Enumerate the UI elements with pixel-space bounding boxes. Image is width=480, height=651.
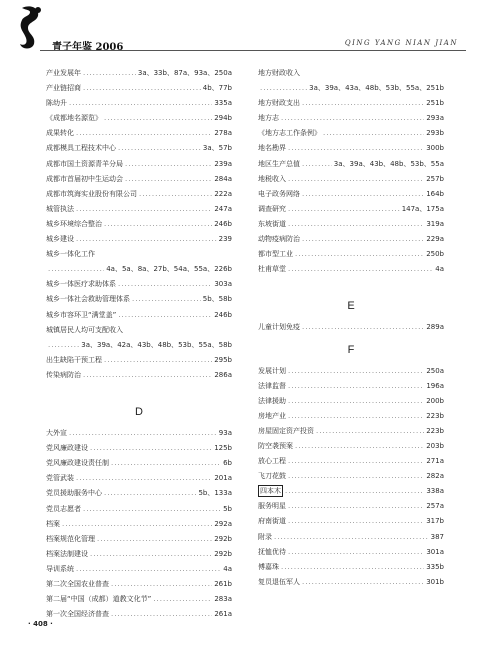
spacer xyxy=(46,383,232,398)
leader-dots xyxy=(83,81,201,96)
index-pages: 300b xyxy=(426,144,444,153)
leader-dots xyxy=(104,353,212,368)
leader-dots xyxy=(62,517,212,532)
index-entry xyxy=(258,247,444,262)
index-pages: 4a、5a、8a、27b、54a、55a、226b xyxy=(106,265,232,274)
index-entry xyxy=(258,454,444,469)
index-pages: 3a、39a、43a、48b、53b、55a、251b xyxy=(309,84,444,93)
index-entry xyxy=(258,379,444,394)
index-pages: 295b xyxy=(214,355,232,364)
leader-dots xyxy=(288,141,424,156)
index-entry xyxy=(46,292,232,307)
index-term: 成都模具工程技术中心 xyxy=(46,144,116,153)
index-pages: 5b xyxy=(223,504,232,513)
leader-dots xyxy=(288,499,424,514)
index-pages: 301b xyxy=(426,577,444,586)
index-entry-continuation xyxy=(258,81,444,96)
index-term: 档案规范化管理 xyxy=(46,534,95,543)
leader-dots xyxy=(118,277,212,292)
index-term: 地区生产总值 xyxy=(258,159,300,168)
leader-dots xyxy=(281,560,424,575)
index-pages: 289a xyxy=(426,323,444,332)
index-term: 城乡一体社会救助管理体系 xyxy=(46,295,130,304)
leader-dots xyxy=(302,575,424,590)
index-entry xyxy=(258,217,444,232)
yearbook-logo-icon xyxy=(16,4,46,52)
leader-dots xyxy=(76,126,212,141)
leader-dots xyxy=(69,96,212,111)
index-pages: 271a xyxy=(426,457,444,466)
index-entry xyxy=(258,202,444,217)
index-pages: 292b xyxy=(214,549,232,558)
section-letter-d: D xyxy=(135,406,143,419)
index-term: 党管武装 xyxy=(46,474,74,483)
index-pages: 3a、57b xyxy=(202,144,232,153)
leader-dots xyxy=(76,232,217,247)
index-term: 档案 xyxy=(46,519,60,528)
section-letter-f: F xyxy=(347,343,355,356)
index-pages: 3a、39a、42a、43b、48b、53b、55a、58b xyxy=(81,340,232,349)
leader-dots xyxy=(288,364,424,379)
index-pages: 284a xyxy=(214,174,232,183)
index-entry xyxy=(46,157,232,172)
index-entry xyxy=(46,353,232,368)
index-pages: 261a xyxy=(214,610,232,619)
index-entry xyxy=(46,456,232,471)
leader-dots xyxy=(288,545,424,560)
index-entry-continuation xyxy=(46,338,232,353)
leader-dots xyxy=(111,607,212,622)
index-column-left xyxy=(46,66,232,622)
index-entry-highlighted xyxy=(258,484,444,499)
index-term: 第一次全国经济普查 xyxy=(46,610,109,619)
index-entry xyxy=(46,81,232,96)
index-term: 出生缺陷干预工程 xyxy=(46,355,102,364)
index-pages: 222a xyxy=(214,189,232,198)
index-term: 房屋固定资产投资 xyxy=(258,426,314,435)
index-entry xyxy=(258,560,444,575)
index-entry xyxy=(258,262,444,277)
index-term: 大外宣 xyxy=(46,429,67,438)
index-term: 儿童计划免疫 xyxy=(258,323,300,332)
leader-dots xyxy=(285,484,424,499)
index-term: 电子政务网络 xyxy=(258,189,300,198)
index-term: 党风廉政建设 xyxy=(46,444,88,453)
index-entry xyxy=(46,607,232,622)
index-pages: 223b xyxy=(426,426,444,435)
index-term: 都市型工业 xyxy=(258,250,293,259)
index-term: 傅嘉珠 xyxy=(258,562,279,571)
leader-dots xyxy=(104,486,196,501)
index-pages: 3a、39a、43b、48b、53b、55a xyxy=(333,159,444,168)
index-entry xyxy=(46,277,232,292)
index-entry xyxy=(258,530,444,545)
index-entry xyxy=(46,426,232,441)
index-pages: 5b、58b xyxy=(202,295,232,304)
leader-dots xyxy=(83,502,221,517)
index-column-right xyxy=(258,66,444,590)
index-term: 调查研究 xyxy=(258,204,286,213)
index-term: 法律援助 xyxy=(258,396,286,405)
leader-dots xyxy=(153,592,212,607)
index-pages: 201a xyxy=(214,474,232,483)
index-term: 城乡一体医疗求助体系 xyxy=(46,280,116,289)
index-entry-continuation xyxy=(46,262,232,277)
leader-dots xyxy=(288,409,424,424)
index-entry xyxy=(258,364,444,379)
index-term: 传染病防治 xyxy=(46,370,81,379)
index-term: 第二届“中国（成都）道教文化节” xyxy=(46,595,152,604)
index-term: 产业发展年 xyxy=(46,69,81,77)
index-pages: 203b xyxy=(426,441,444,450)
index-term: 党风廉政建设责任制 xyxy=(46,459,109,468)
index-pages: 317b xyxy=(426,517,444,526)
index-entry xyxy=(258,320,444,335)
index-term: 导训系统 xyxy=(46,564,74,573)
index-pages: 294b xyxy=(214,114,232,123)
leader-dots xyxy=(295,247,424,262)
leader-dots xyxy=(288,469,424,484)
index-term: 东坡街道 xyxy=(258,219,286,228)
index-pages: 4a xyxy=(223,564,232,573)
index-term: 成都市首届初中生运动会 xyxy=(46,174,123,183)
index-term: 府南街道 xyxy=(258,517,286,526)
index-pages: 247a xyxy=(214,204,232,213)
index-pages: 261b xyxy=(214,580,232,588)
index-entry xyxy=(258,394,444,409)
index-term-heading: 城乡一体化工作 xyxy=(46,250,95,259)
index-pages: 147a、175a xyxy=(401,204,444,213)
index-entry xyxy=(258,439,444,454)
index-term: 成都市筑海实业股份有限公司 xyxy=(46,189,137,198)
leader-dots xyxy=(118,308,212,323)
leader-dots xyxy=(316,424,424,439)
index-pages: 5b、133a xyxy=(198,489,232,498)
index-entry xyxy=(46,441,232,456)
boxed-term: 四本木 xyxy=(260,487,281,496)
index-term-heading: 地方财政收入 xyxy=(258,69,300,77)
leader-dots xyxy=(288,172,424,187)
index-term: 党员援助服务中心 xyxy=(46,489,102,498)
index-pages: 250b xyxy=(426,250,444,259)
index-entry xyxy=(46,547,232,562)
spacer xyxy=(258,277,444,292)
leader-dots xyxy=(83,368,212,383)
page-number: · 408 · xyxy=(28,620,53,628)
index-term: 放心工程 xyxy=(258,457,286,466)
index-term: 城乡环境综合整治 xyxy=(46,219,102,228)
leader-dots xyxy=(260,81,307,96)
index-entry xyxy=(46,172,232,187)
leader-dots xyxy=(302,320,424,335)
index-entry xyxy=(46,577,232,592)
index-entry xyxy=(46,202,232,217)
index-pages: 200b xyxy=(426,396,444,405)
index-entry xyxy=(258,575,444,590)
leader-dots xyxy=(111,456,221,471)
index-entry xyxy=(46,217,232,232)
index-term: 第二次全国农业普查 xyxy=(46,580,109,588)
index-term: 防空袭预案 xyxy=(258,441,293,450)
index-term: 成果转化 xyxy=(46,129,74,138)
leader-dots xyxy=(323,126,424,141)
index-entry xyxy=(258,545,444,560)
index-term: 《成都地名源览》 xyxy=(46,114,102,123)
index-entry xyxy=(46,532,232,547)
index-pages: 3a、33b、87a、93a、250a xyxy=(137,69,232,77)
leader-dots xyxy=(69,426,217,441)
leader-dots xyxy=(288,379,424,394)
index-pages: 257b xyxy=(426,174,444,183)
index-pages: 4a xyxy=(435,265,444,274)
header-logo-text: 青子年鉴 2006 xyxy=(52,42,124,53)
index-entry xyxy=(46,66,232,81)
index-pages: 292b xyxy=(214,534,232,543)
index-entry xyxy=(46,141,232,156)
index-term: 服务明星 xyxy=(258,502,286,511)
leader-dots xyxy=(104,111,212,126)
header-rule xyxy=(40,50,466,51)
leader-dots xyxy=(48,338,79,353)
index-entry xyxy=(258,187,444,202)
index-term-heading: 城镇居民人均可支配收入 xyxy=(46,325,123,334)
index-pages: 164b xyxy=(426,189,444,198)
leader-dots xyxy=(90,441,212,456)
leader-dots xyxy=(76,471,212,486)
page-header xyxy=(0,0,480,58)
index-entry xyxy=(258,157,444,172)
index-pages: 282a xyxy=(426,472,444,481)
index-pages: 293a xyxy=(426,114,444,123)
index-entry xyxy=(46,562,232,577)
index-entry xyxy=(258,126,444,141)
leader-dots xyxy=(288,262,433,277)
leader-dots xyxy=(288,454,424,469)
index-term: 地税收入 xyxy=(258,174,286,183)
index-entry xyxy=(258,172,444,187)
index-pages: 293b xyxy=(426,129,444,138)
index-term: 城管执法 xyxy=(46,204,74,213)
leader-dots xyxy=(76,202,212,217)
index-pages: 303a xyxy=(214,280,232,289)
index-entry xyxy=(46,126,232,141)
index-entry xyxy=(46,471,232,486)
leader-dots xyxy=(48,262,104,277)
index-pages: 246b xyxy=(214,219,232,228)
index-pages: 93a xyxy=(218,429,232,438)
leader-dots xyxy=(288,217,424,232)
index-term xyxy=(258,484,283,499)
leader-dots xyxy=(281,111,424,126)
index-term: 法律监督 xyxy=(258,381,286,390)
index-term: 附录 xyxy=(258,532,272,541)
leader-dots xyxy=(118,141,201,156)
index-pages: 257a xyxy=(426,502,444,511)
leader-dots xyxy=(288,202,400,217)
leader-dots xyxy=(288,394,424,409)
index-term: 抚恤优待 xyxy=(258,547,286,556)
index-entry xyxy=(258,409,444,424)
index-entry xyxy=(46,486,232,501)
index-entry xyxy=(258,424,444,439)
index-entry xyxy=(46,111,232,126)
leader-dots xyxy=(302,232,424,247)
index-term: 地方志 xyxy=(258,114,279,123)
index-pages: 283a xyxy=(214,595,232,604)
index-pages: 229a xyxy=(426,235,444,244)
index-pages: 292a xyxy=(214,519,232,528)
leader-dots xyxy=(104,217,212,232)
leader-dots xyxy=(125,172,212,187)
index-pages: 251b xyxy=(426,99,444,108)
index-term: 城乡建设 xyxy=(46,235,74,244)
index-entry xyxy=(258,96,444,111)
index-entry xyxy=(46,232,232,247)
index-term: 《地方志工作条例》 xyxy=(258,129,321,138)
index-term: 陈幼升 xyxy=(46,99,67,108)
index-pages: 250a xyxy=(426,366,444,375)
index-term: 地名勘界 xyxy=(258,144,286,153)
leader-dots xyxy=(97,532,212,547)
leader-dots xyxy=(302,96,424,111)
section-letter-e: E xyxy=(347,300,355,313)
index-entry xyxy=(258,232,444,247)
header-running-title: QING YANG NIAN JIAN xyxy=(344,39,458,47)
index-entry xyxy=(258,141,444,156)
index-pages: 286a xyxy=(214,370,232,379)
index-entry xyxy=(46,187,232,202)
index-pages: 338a xyxy=(426,487,444,496)
leader-dots xyxy=(125,157,212,172)
index-pages: 239a xyxy=(214,159,232,168)
index-pages: 335b xyxy=(426,562,444,571)
index-term: 杜甫草堂 xyxy=(258,265,286,274)
index-pages: 125b xyxy=(214,444,232,453)
index-term: 档案法制建设 xyxy=(46,549,88,558)
index-entry xyxy=(46,368,232,383)
leader-dots xyxy=(139,187,212,202)
index-entry xyxy=(258,111,444,126)
index-term: 复员退伍军人 xyxy=(258,577,300,586)
index-pages: 223b xyxy=(426,411,444,420)
index-pages: 278a xyxy=(214,129,232,138)
index-entry xyxy=(46,502,232,517)
index-term: 地方财政支出 xyxy=(258,99,300,108)
leader-dots xyxy=(83,66,136,81)
leader-dots xyxy=(132,292,201,307)
index-term: 城乡市容环卫“满堂盖” xyxy=(46,310,117,319)
index-pages: 301a xyxy=(426,547,444,556)
leader-dots xyxy=(111,577,212,592)
index-term: 发展计划 xyxy=(258,366,286,375)
index-term: 产业链招商 xyxy=(46,84,81,93)
index-pages: 239 xyxy=(218,235,232,244)
leader-dots xyxy=(302,157,332,172)
index-term: 飞刀花鼓 xyxy=(258,472,286,481)
leader-dots xyxy=(288,514,424,529)
leader-dots xyxy=(274,530,429,545)
index-entry xyxy=(258,499,444,514)
index-pages: 196a xyxy=(426,381,444,390)
index-entry xyxy=(258,469,444,484)
index-entry xyxy=(46,592,232,607)
index-term: 成都市国土资源青羊分局 xyxy=(46,159,123,168)
index-entry xyxy=(46,517,232,532)
leader-dots xyxy=(302,187,424,202)
index-pages: 4b、77b xyxy=(202,84,232,93)
index-entry xyxy=(46,308,232,323)
index-pages: 387 xyxy=(430,532,444,541)
index-pages: 335a xyxy=(214,99,232,108)
index-term: 党员志愿者 xyxy=(46,504,81,513)
leader-dots xyxy=(76,562,221,577)
index-entry xyxy=(46,96,232,111)
index-entry xyxy=(258,514,444,529)
index-pages: 319a xyxy=(426,219,444,228)
index-pages: 6b xyxy=(223,459,232,468)
leader-dots xyxy=(295,439,424,454)
index-term: 动物疫病防治 xyxy=(258,235,300,244)
index-term: 房地产业 xyxy=(258,411,286,420)
leader-dots xyxy=(90,547,212,562)
index-pages: 246b xyxy=(214,310,232,319)
